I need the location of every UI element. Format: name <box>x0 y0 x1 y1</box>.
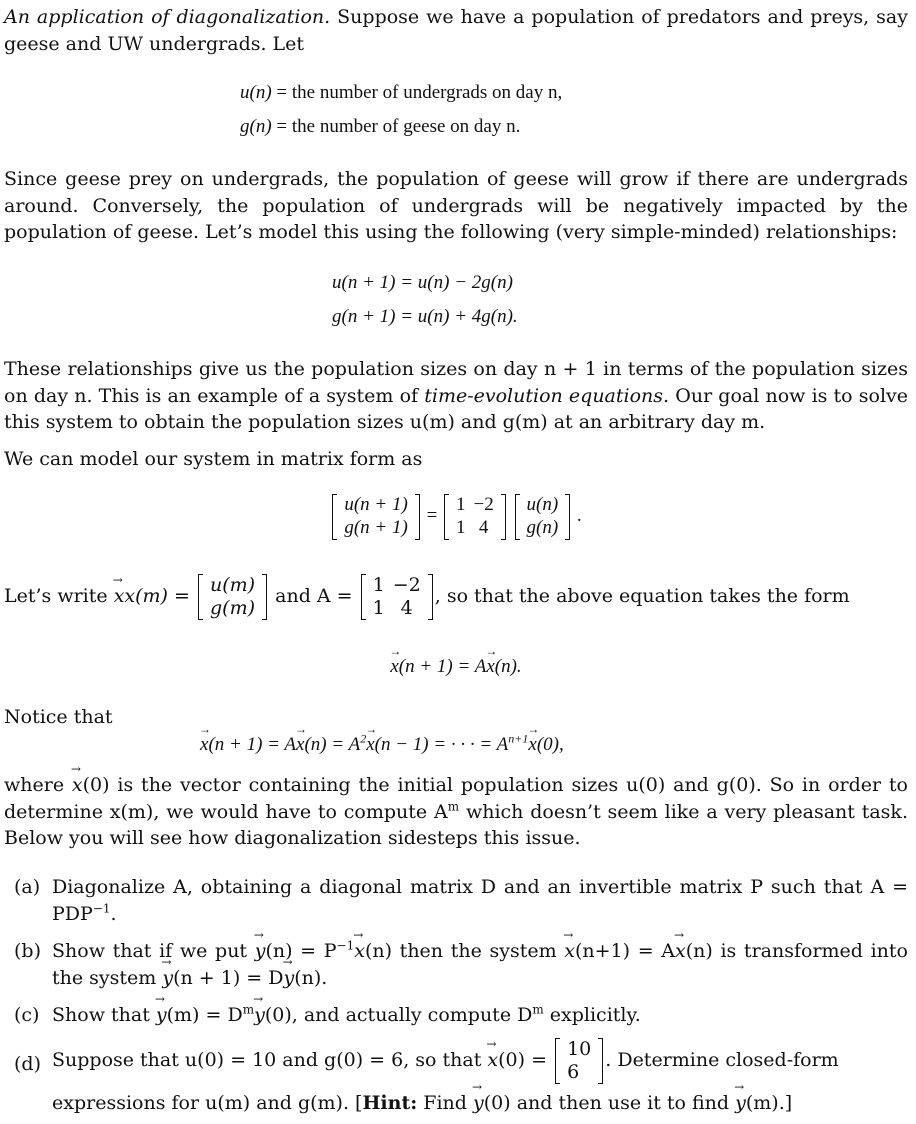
def-rhs-u: = the number of undergrads on day n, <box>276 82 563 103</box>
rel-lhs-u: u(n + 1) <box>332 272 396 293</box>
intro-paragraph <box>4 4 908 57</box>
intro-text: Suppose we have a population of predators and preys, say geese and UW undergrads. Let <box>4 6 908 55</box>
matrix-A-def: 1 −2 1 4 <box>361 574 433 620</box>
lhs-column-vector: u(n + 1) g(n + 1) <box>332 494 419 540</box>
paragraph-3: These relationships give us the population sizes on day n + 1 in terms of the population sizes on day n. This is an example of a system of time-evolution equations. Our goal now is to solve this system to obtain the population sizes u(m) and g(m) at an arbitrary day m. <box>4 358 909 434</box>
def-lhs-u: u(n) <box>240 82 272 103</box>
paragraph-4: We can model our system in matrix form as <box>4 448 423 470</box>
letswrite-line: Let’s write → xx(m) = u(m) g(m) and A = 1 −2 1 4 , so that the above equation takes the form <box>4 574 908 620</box>
paragraph-2: Since geese prey on undergrads, the population of geese will grow if there are undergrads around. Conversely, the population of undergrads will be negatively impacted by the population of geese. Let’s model this using the following (very simple-minded) relationships: <box>4 168 908 244</box>
relations-block <box>332 270 518 338</box>
rhs-column-vector: u(n) g(n) <box>515 494 571 540</box>
def-rhs-g: = the number of geese on day n. <box>276 116 521 137</box>
definitions-block <box>240 80 562 148</box>
rel-rhs-u: = u(n) − 2g(n) <box>400 272 513 293</box>
paragraph-5: where → x(0) is the vector containing the initial population sizes u(0) and g(0). So in order to determine x(m), we would have to compute $A^m$ which doesn’t seem like a very pleasant task. Below you will see how diagonalization sidesteps this issue. <box>4 772 908 852</box>
vector-x: → x <box>114 583 125 610</box>
def-lhs-g: g(n) <box>240 116 272 137</box>
x-of-m-column: u(m) g(m) <box>198 574 267 620</box>
rel-rhs-g: = u(n) + 4g(n). <box>400 306 518 327</box>
chain-equation: → $x(n + 1) = A\to x(n) = A^2\to x(n - 1)$ = · · · = $A^{n+1}\to x(0)$, <box>200 732 900 759</box>
matrix-A: 1 −2 1 4 <box>444 494 506 540</box>
intro-title: An application of diagonalization. <box>4 6 331 28</box>
matrix-equation: u(n + 1) g(n + 1) = 1 −2 1 4 u(n) g(n) . <box>4 494 908 540</box>
initial-vector: 10 6 <box>555 1038 603 1084</box>
notice-line: Notice that <box>4 706 113 728</box>
evolution-equation: → x(n + 1) = A→ x(n). <box>4 654 908 681</box>
emph-time-evolution: time-evolution equations. <box>424 384 670 407</box>
rel-lhs-g: g(n + 1) <box>332 306 396 327</box>
